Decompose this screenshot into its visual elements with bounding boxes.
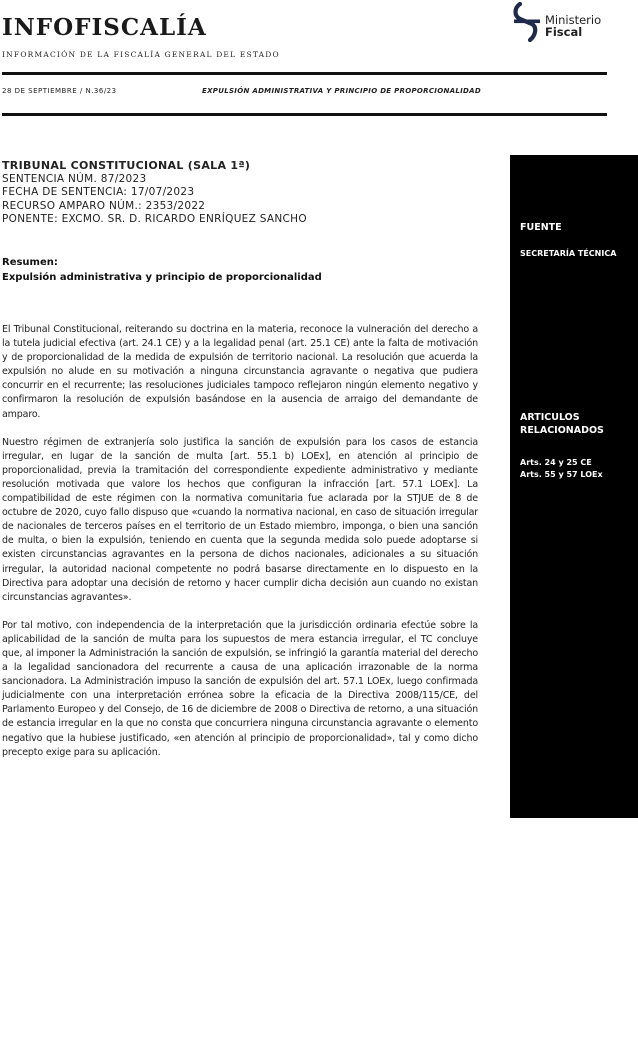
ministerio-fiscal-emblem-icon	[510, 2, 544, 44]
case-details	[2, 159, 492, 227]
header-divider-bottom	[2, 113, 607, 116]
source-value: SECRETARÍA TÉCNICA	[520, 249, 617, 258]
court-name: TRIBUNAL CONSTITUCIONAL (SALA 1ª)	[2, 159, 251, 172]
publication-subtitle: INFORMACIÓN DE LA FISCALÍA GENERAL DEL ESTADO	[2, 50, 280, 59]
sentence-number: SENTENCIA NÚM. 87/2023	[2, 172, 147, 185]
source-label: FUENTE	[520, 222, 562, 233]
related-label-line2: RELACIONADOS	[520, 425, 604, 436]
summary-title: Expulsión administrativa y principio de proporcionalidad	[2, 272, 322, 283]
header-divider-top	[2, 72, 607, 75]
rapporteur: PONENTE: EXCMO. SR. D. RICARDO ENRÍQUEZ SANCHO	[2, 213, 307, 225]
issue-topic: EXPULSIÓN ADMINISTRATIVA Y PRINCIPIO DE PROPORCIONALIDAD	[202, 87, 481, 95]
logo-text-line1: Ministerio	[545, 13, 602, 27]
publication-title: INFOFISCALÍA	[2, 14, 207, 41]
summary-label: Resumen:	[2, 257, 58, 268]
paragraph-1: El Tribunal Constitucional, reiterando su doctrina en la materia, reconoce la vulneración del derecho a la tutela judicial efectiva (art. 24.1 CE) y a la legalidad penal (art. 25.1 CE) ante la falta de motivación y de proporcionalidad de la medida de expulsión de territorio nacional. La resolución que acuerda la expulsión no alude en su motivación a ninguna circunstancia agravante o negativa que pudiera concurrir en el recurrente; las resoluciones judiciales tampoco reflejaron ningún elemento negativo y confirmaron la resolución de expulsión basándose en la ausencia de arraigo del demandante de amparo.	[2, 324, 478, 420]
logo-text-line2: Fiscal	[545, 25, 583, 39]
related-articles-line1: Arts. 24 y 25 CE	[520, 458, 592, 467]
related-articles-line2: Arts. 55 y 57 LOEx	[520, 470, 603, 479]
info-sidebar	[510, 155, 638, 818]
ministerio-fiscal-logo	[510, 2, 622, 44]
paragraph-3: Por tal motivo, con independencia de la interpretación que la jurisdicción ordinaria efectúe sobre la aplicabilidad de la sanción de multa para los supuestos de mera estancia irregular, el TC concluye que, al imponer la Administración la sanción de expulsión, se infringió la garantía material del derecho a la legalidad sancionadora del recurrente a causa de una aplicación irrazonable de la norma sancionadora. La Administración impuso la sanción de expulsión del art. 57.1 LOEx, luego confirmada judicialmente con una interpretación errónea sobre la eficacia de la Directiva 2008/115/CE, del Parlamento Europeo y del Consejo, de 16 de diciembre de 2008 o Directiva de retorno, a una situación de estancia irregular en la que no consta que concurriera ninguna circunstancia agravante o elemento negativo que la hubiese justificado, «en atención al principio de proporcionalidad», tal y como dicho precepto exige para su aplicación.	[2, 619, 478, 758]
appeal-number: RECURSO AMPARO NÚM.: 2353/2022	[2, 199, 206, 212]
sentence-date: FECHA DE SENTENCIA: 17/07/2023	[2, 186, 195, 198]
article-body	[2, 323, 478, 774]
issue-date-number: 28 DE SEPTIEMBRE / N.36/23	[2, 87, 117, 95]
related-label-line1: ARTICULOS	[520, 412, 580, 423]
paragraph-2: Nuestro régimen de extranjería solo justifica la sanción de expulsión para los casos de estancia irregular, en lugar de la sanción de multa [art. 55.1 b) LOEx], en atención al principio de proporcionalidad, previa la tramitación del correspondiente expediente administrativo y mediante resolución motivada que valore los hechos que configuran la infracción [art. 57.1 LOEx]. La compatibilidad de este régimen con la normativa comunitaria fue aclarada por la STJUE de 8 de octubre de 2020, cuyo fallo dispuso que «cuando la normativa nacional, en caso de situación irregular de nacionales de terceros países en el territorio de un Estado miembro, imponga, o bien una sanción de multa, o bien la expulsión, teniendo en cuenta que la segunda medida solo puede adoptarse si existen circunstancias agravantes en la persona de dichos nacionales, adicionales a su situación irregular, la autoridad nacional competente no podrá basarse directamente en lo dispuesto en la Directiva para adoptar una decisión de retorno y hacer cumplir dicha decisión aun cuando no existan circunstancias agravantes».	[2, 436, 478, 603]
